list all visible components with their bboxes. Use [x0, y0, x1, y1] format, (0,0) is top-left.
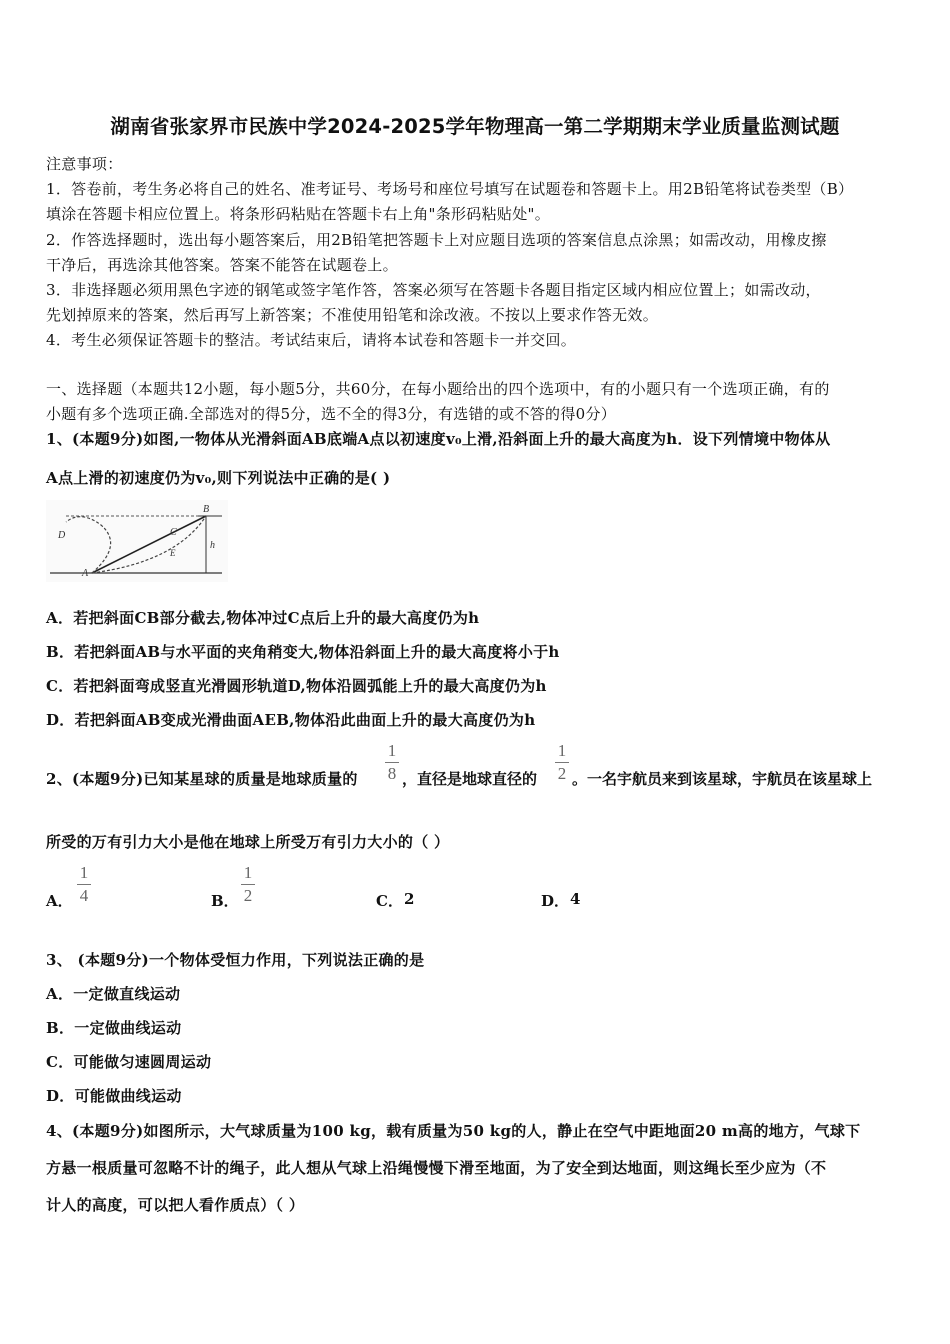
q3-option-d: D．可能做曲线运动	[46, 1087, 182, 1105]
notice-line: 填涂在答题卡相应位置上。将条形码粘贴在答题卡右上角"条形码粘贴处"。	[46, 205, 551, 223]
fraction-numerator: 1	[243, 863, 253, 882]
page-title: 湖南省张家界市民族中学2024-2025学年物理高一第二学期期末学业质量监测试题	[110, 115, 840, 138]
q4-stem-line: 4、(本题9分)如图所示，大气球质量为100 kg，载有质量为50 kg的人，静止在空气中距地面20 m高的地方，气球下	[46, 1122, 861, 1140]
figure-label-d: D	[58, 530, 66, 541]
figure-label-c: C	[170, 527, 177, 538]
q1-option-c: C．若把斜面弯成竖直光滑圆形轨道D,物体沿圆弧能上升的最大高度仍为h	[46, 677, 547, 695]
q2-stem-part1: 2、(本题9分)已知某星球的质量是地球质量的	[46, 770, 358, 788]
q4-stem-line: 方悬一根质量可忽略不计的绳子，此人想从气球上沿绳慢慢下滑至地面，为了安全到达地面，则这绳长至少应为（不	[46, 1159, 827, 1177]
q2-option-a-fraction	[76, 864, 92, 905]
q1-stem-line: 1、(本题9分)如图,一物体从光滑斜面AB底端A点以初速度v₀上滑,沿斜面上升的最大高度为h．设下列情境中物体从	[46, 430, 831, 448]
q2-stem-part3: 。一名宇航员来到该星球，宇航员在该星球上	[572, 770, 873, 788]
fraction-denominator: 8	[387, 764, 397, 783]
notice-line: 先划掉原来的答案，然后再写上新答案；不准使用铅笔和涂改液。不按以上要求作答无效。	[46, 306, 659, 324]
q2-stem-part2: ，直径是地球直径的	[402, 770, 538, 788]
q1-incline-figure	[46, 500, 228, 582]
figure-label-e: E	[170, 548, 176, 558]
q3-option-a: A．一定做直线运动	[46, 985, 181, 1003]
q2-fraction-one-half	[554, 742, 570, 783]
q2-option-d-value: 4	[570, 890, 581, 908]
q4-stem-line: 计人的高度，可以把人看作质点）（ ）	[46, 1196, 305, 1214]
figure-label-b: B	[203, 504, 210, 515]
q3-option-c: C．可能做匀速圆周运动	[46, 1053, 212, 1071]
fraction-denominator: 2	[243, 886, 253, 905]
q2-stem-line2: 所受的万有引力大小是他在地球上所受万有引力大小的（ ）	[46, 833, 450, 851]
q1-option-b: B．若把斜面AB与水平面的夹角稍变大,物体沿斜面上升的最大高度将小于h	[46, 643, 560, 661]
q2-option-b-fraction	[240, 864, 256, 905]
q2-option-d-label: D．	[541, 892, 570, 910]
q1-stem-line: A点上滑的初速度仍为v₀,则下列说法中正确的是( )	[46, 469, 391, 487]
notice-line: 3．非选择题必须用黑色字迹的钢笔或签字笔作答，答案必须写在答题卡各题目指定区域内相应位置上；如需改动，	[46, 281, 821, 299]
figure-label-h: h	[210, 540, 215, 551]
q2-option-a-label: A．	[46, 892, 73, 910]
q2-option-c-value: 2	[404, 890, 415, 908]
fraction-numerator: 1	[79, 863, 89, 882]
q1-option-a: A．若把斜面CB部分截去,物体冲过C点后上升的最大高度仍为h	[46, 609, 480, 627]
q3-stem: 3、 (本题9分)一个物体受恒力作用，下列说法正确的是	[46, 951, 425, 969]
fraction-denominator: 4	[79, 886, 89, 905]
notice-line: 2．作答选择题时，选出每小题答案后，用2B铅笔把答题卡上对应题目选项的答案信息点涂黑；如需改动，用橡皮擦	[46, 231, 827, 249]
fraction-numerator: 1	[557, 741, 567, 760]
q2-option-c-label: C．	[376, 892, 403, 910]
figure-label-a: A	[82, 568, 89, 579]
q2-fraction-one-eighth	[384, 742, 400, 783]
notice-line: 干净后，再选涂其他答案。答案不能答在试题卷上。	[46, 256, 398, 274]
fraction-denominator: 2	[557, 764, 567, 783]
q1-option-d: D．若把斜面AB变成光滑曲面AEB,物体沿此曲面上升的最大高度仍为h	[46, 711, 536, 729]
section-heading-line: 小题有多个选项正确.全部选对的得5分，选不全的得3分，有选错的或不答的得0分）	[46, 405, 617, 423]
notice-heading: 注意事项：	[46, 155, 123, 173]
q2-option-b-label: B．	[211, 892, 239, 910]
section-heading-line: 一、选择题（本题共12小题，每小题5分，共60分，在每小题给出的四个选项中，有的小题只有一个选项正确，有的	[46, 380, 830, 398]
notice-line: 4．考生必须保证答题卡的整洁。考试结束后，请将本试卷和答题卡一并交回。	[46, 331, 577, 349]
fraction-numerator: 1	[387, 741, 397, 760]
notice-line: 1．答卷前，考生务必将自己的姓名、准考证号、考场号和座位号填写在试题卷和答题卡上。用2B铅笔将试卷类型（B）	[46, 180, 854, 198]
q3-option-b: B．一定做曲线运动	[46, 1019, 182, 1037]
